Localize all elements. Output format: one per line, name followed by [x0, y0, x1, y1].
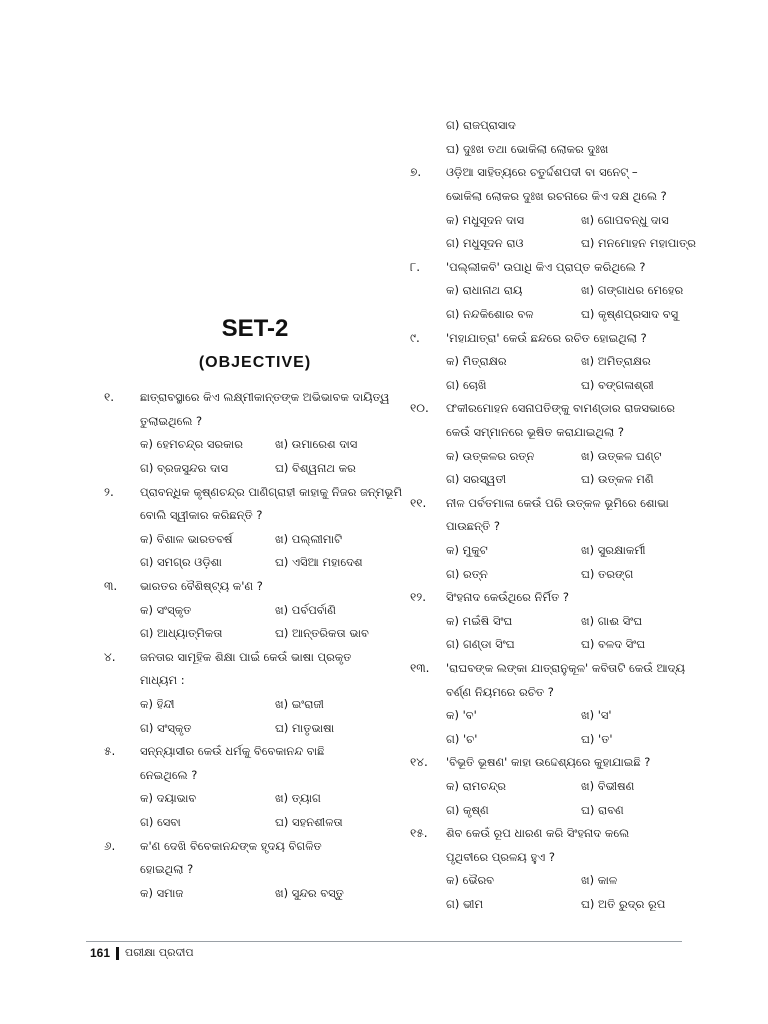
answer-option: ଖ) କାଳ [581, 873, 618, 888]
answer-option: ଗ) ସରସ୍ୱତୀ [446, 472, 507, 487]
answer-option: ଖ) ବିଭୀଷଣ [581, 778, 635, 793]
option-row [104, 811, 404, 835]
question-number: ୧. [104, 390, 115, 405]
option-row [410, 775, 700, 799]
answer-option: ଗ) କୃଷ୍ଣ [446, 802, 489, 817]
answer-option: ଗ) ରତ୍ନ [446, 566, 488, 581]
question-text: 'ରାଘବଙ୍କ ଲଙ୍କା ଯାତ୍ରାନୁକୂଳ' କବିତାଟି କେଉଁ ଆଦ୍ୟ [446, 660, 685, 675]
question-text: କ'ଣ ଦେଖି ବିବେକାନନ୍ଦଙ୍କ ହୃଦୟ ବିଗଳିତ [140, 838, 322, 853]
answer-option: ଖ) ଉତ୍କଳ ଘଣ୍ଟ [581, 448, 662, 463]
answer-option: ଗ) ବ୍ରଜସୁନ୍ଦର ଦାସ [140, 461, 229, 476]
question-number: ୭. [410, 165, 422, 180]
answer-option: କ) ମଇଁଷି ସିଂଘ [446, 613, 513, 628]
option-row [410, 798, 700, 822]
question-continuation-line [410, 421, 700, 445]
option-row [410, 562, 700, 586]
answer-option: କ) ହେମଚନ୍ଦ୍ର ସରକାର [140, 437, 243, 452]
left-question-column [104, 386, 404, 905]
option-row [410, 609, 700, 633]
question-number: ୧୧. [410, 495, 427, 510]
option-row [410, 232, 700, 256]
answer-option: ଘ) ମାତୃଭାଷା [275, 720, 335, 735]
answer-option: ଘ) 'ତ' [581, 731, 613, 746]
option-row [104, 787, 404, 811]
option-row [104, 551, 404, 575]
question-continuation-line [410, 515, 700, 539]
option-row [104, 433, 404, 457]
question-line [410, 657, 700, 681]
question-number: ୮. [410, 259, 421, 274]
question-continuation-line [410, 114, 700, 138]
question-line [410, 492, 700, 516]
answer-option: କ) ଉତ୍କଳର ରତ୍ନ [446, 448, 535, 463]
option-row [410, 704, 700, 728]
question-text: 'ବିଭୂତି ଭୂଷଣ' କାହା ଉଦ୍ଦେଶ୍ୟରେ କୁହାଯାଇଛି ? [446, 755, 651, 770]
answer-option: କ) ବିଶାଳ ଭାରତବର୍ଷ [140, 531, 233, 546]
answer-option: ଖ) ଅମିତ୍ରାକ୍ଷର [581, 354, 651, 369]
answer-option: ଘ) କୃଷ୍ଣପ୍ରସାଦ ବସୁ [581, 307, 679, 322]
option-row [410, 350, 700, 374]
option-row [104, 881, 404, 905]
answer-option: ଖ) ସୁରକ୍ଷାକର୍ମୀ [581, 542, 646, 557]
answer-option: ଗ) ନନ୍ଦକିଶୋର ବଳ [446, 307, 534, 322]
question-line [104, 386, 404, 410]
question-line [410, 822, 700, 846]
answer-option: ଗ) ମଧୁସୂଦନ ରାଓ [446, 236, 524, 251]
question-number: ୩. [104, 579, 118, 594]
page-number: 161 [90, 946, 111, 960]
question-line [410, 326, 700, 350]
question-text: 'ମହାଯାତ୍ରା' କେଉଁ ଛନ୍ଦରେ ରଚିତ ହୋଇଥିଲା ? [446, 330, 647, 345]
question-continuation-line [104, 764, 404, 788]
question-line [410, 397, 700, 421]
set-subtitle: (OBJECTIVE) [198, 354, 312, 371]
question-text: ହୋଇଥିଲା ? [140, 862, 194, 877]
option-row [104, 716, 404, 740]
question-text: ବର୍ଣ୍ଣ ନିୟମରେ ରଚିତ ? [446, 684, 554, 699]
question-continuation-line [410, 185, 700, 209]
question-text: ପ୍ରାବନ୍ଧିକ କୃଷ୍ଣଚନ୍ଦ୍ର ପାଣିଗ୍ରାହୀ କାହାକୁ ନିଜର ଜନ୍ମଭୂମି [140, 484, 403, 499]
question-continuation-line [104, 858, 404, 882]
answer-option: କ) ମଧୁସୂଦନ ଦାସ [446, 212, 525, 227]
question-line [104, 480, 404, 504]
right-question-column [410, 114, 700, 916]
question-text: ଫକୀରମୋହନ ସେନାପତିଙ୍କୁ ବାମଣ୍ଡାର ରାଜସଭାରେ [446, 401, 676, 416]
answer-option: ଖ) ଗାଈ ସିଂଘ [581, 613, 643, 628]
footer-divider [86, 941, 682, 942]
question-text: ମାଧ୍ୟମ : [140, 673, 185, 688]
question-text: ତୁଲାଇଥିଲେ ? [140, 413, 203, 428]
answer-option: ଗ) ଗଣ୍ଡା ସିଂଘ [446, 637, 515, 652]
book-title: ପରୀକ୍ଷା ପ୍ରଦୀପ [125, 946, 194, 959]
answer-option: ଖ) ପଲ୍ଲୀମାଟି [275, 531, 343, 546]
set-heading [100, 314, 410, 374]
answer-option: ଘ) ରାବଣ [581, 802, 624, 817]
answer-option: ଘ) ବିଶ୍ୱନାଥ କର [275, 461, 356, 476]
question-text: ଘ) ଦୁଃଖ ତଥା ଭୋକିଲା ଲୋକର ଦୁଃଖ [446, 141, 609, 156]
question-text: ଗ) ରାଜପ୍ରାସାଦ [446, 118, 516, 133]
question-number: ୨. [104, 484, 114, 499]
answer-option: ଘ) ଅତି ରୁଦ୍ର ରୂପ [581, 896, 666, 911]
answer-option: ଗ) ସଂସ୍କୃତ [140, 720, 192, 735]
question-number: ୧୫. [410, 826, 428, 841]
set-title: SET-2 [221, 315, 289, 342]
answer-option: କ) 'ବ' [446, 708, 477, 723]
option-row [410, 633, 700, 657]
option-row [410, 208, 700, 232]
question-continuation-line [104, 410, 404, 434]
question-number: ୧୨. [410, 590, 427, 605]
question-text: ବୋଲି ସ୍ୱୀକାର କରିଛନ୍ତି ? [140, 508, 263, 523]
question-text: ସନ୍ନ୍ୟାସୀର କେଉଁ ଧର୍ମକୁ ବିବେକାନନ୍ଦ ବାଛି [140, 744, 325, 759]
answer-option: କ) ମୁକୁଟ [446, 542, 488, 557]
option-row [410, 444, 700, 468]
question-continuation-line [410, 845, 700, 869]
question-text: ସିଂହନାଦ କେଉଁଥିରେ ନିର୍ମିତ ? [446, 590, 570, 605]
option-row [410, 279, 700, 303]
answer-option: ଘ) ଏସିଆ ମହାଦେଶ [275, 555, 363, 570]
question-line [410, 586, 700, 610]
answer-option: ଘ) ସହନଶୀଳତା [275, 814, 343, 829]
question-text: କେଉଁ ସମ୍ମାନରେ ଭୂଷିତ କରାଯାଇଥିଲା ? [446, 425, 624, 440]
option-row [104, 693, 404, 717]
answer-option: ଗ) ଚୋଖି [446, 377, 487, 392]
question-continuation-line [410, 680, 700, 704]
question-number: ୪. [104, 649, 116, 664]
answer-option: କ) ଭୈରବ [446, 873, 495, 888]
question-number: ୧୩. [410, 660, 430, 675]
answer-option: ଖ) ଗଙ୍ଗାଧର ମେହେର [581, 283, 684, 298]
answer-option: ଖ) ତ୍ୟାଗ [275, 791, 321, 806]
question-line [410, 161, 700, 185]
option-row [104, 457, 404, 481]
question-line [104, 740, 404, 764]
option-row [104, 622, 404, 646]
answer-option: କ) ହିନ୍ଦୀ [140, 697, 175, 712]
answer-option: ଘ) ଉତ୍କଳ ମଣି [581, 472, 654, 487]
answer-option: ଗ) ଆଧ୍ୟାତ୍ମିକତା [140, 626, 223, 641]
question-continuation-line [410, 138, 700, 162]
option-row [410, 869, 700, 893]
question-text: ଜନତାର ସାମୂହିକ ଶିକ୍ଷା ପାଇଁ କେଉଁ ଭାଷା ପ୍ରକୃତ [140, 649, 352, 664]
question-text: ଭାରତର ବୈଶିଷ୍ଟ୍ୟ କ'ଣ ? [140, 579, 263, 594]
option-row [104, 598, 404, 622]
answer-option: ଗ) 'ଚ' [446, 731, 478, 746]
answer-option: ଖ) ଇଂରାଜୀ [275, 697, 324, 712]
question-line [104, 834, 404, 858]
question-text: ନେଇଥିଲେ ? [140, 767, 198, 782]
answer-option: ଗ) ସମଗ୍ର ଓଡ଼ିଶା [140, 555, 222, 570]
question-text: ପୃଥିବୀରେ ପ୍ରଳୟ ହୁଏ ? [446, 849, 556, 864]
answer-option: ଘ) ତରଙ୍ଗ [581, 566, 634, 581]
question-text: ନୀଳ ପର୍ବତମାଳା କେଉଁ ପରି ଉତ୍କଳ ଭୂମିରେ ଶୋଭା [446, 495, 669, 510]
option-row [410, 539, 700, 563]
question-number: ୫. [104, 744, 116, 759]
answer-option: କ) ଦୟାଭାବ [140, 791, 197, 806]
option-row [410, 468, 700, 492]
question-number: ୯. [410, 330, 420, 345]
answer-option: କ) ସମାଜ [140, 885, 184, 900]
question-number: ୧୦. [410, 401, 429, 416]
answer-option: ଗ) ଭୀମ [446, 896, 484, 911]
answer-option: ଖ) ସୁନ୍ଦର ବସ୍ତୁ [275, 885, 344, 900]
question-number: ୧୪. [410, 755, 428, 770]
option-row [104, 528, 404, 552]
option-row [410, 303, 700, 327]
question-text: ଭୋକିଲା ଲୋକର ଦୁଃଖ ରଚନାରେ କିଏ ଦକ୍ଷ ଥିଲେ ? [446, 189, 667, 204]
option-row [410, 374, 700, 398]
answer-option: ଖ) ପର୍ବପର୍ବାଣି [275, 602, 336, 617]
question-line [104, 575, 404, 599]
question-line [410, 751, 700, 775]
question-text: ଓଡ଼ିଆ ସାହିତ୍ୟରେ ଚତୁର୍ଦ୍ଦଶପଦୀ ବା ସନେଟ୍ – [446, 165, 638, 180]
answer-option: କ) ମିତ୍ରାକ୍ଷର [446, 354, 507, 369]
answer-option: ଘ) ମନମୋହନ ମହାପାତ୍ର [581, 236, 696, 251]
question-text: 'ପଲ୍ଲୀକବି' ଉପାଧି କିଏ ପ୍ରାପ୍ତ କରିଥିଲେ ? [446, 259, 646, 274]
question-line [104, 646, 404, 670]
question-number: ୬. [104, 838, 116, 853]
question-continuation-line [104, 504, 404, 528]
answer-option: ଖ) ଉମାରେଶ ଦାସ [275, 437, 358, 452]
question-text: ପାଉଛନ୍ତି ? [446, 519, 500, 534]
question-continuation-line [104, 669, 404, 693]
answer-option: କ) ରାମଚନ୍ଦ୍ର [446, 778, 506, 793]
answer-option: ଗ) ସେବା [140, 814, 181, 829]
footer-separator [116, 947, 119, 960]
option-row [410, 727, 700, 751]
answer-option: କ) ସଂସ୍କୃତ [140, 602, 192, 617]
option-row [410, 893, 700, 917]
question-text: ଛାତ୍ରାବସ୍ଥାରେ କିଏ ଲକ୍ଷ୍ମୀକାନ୍ତଙ୍କ ଅଭିଭାବକ ଦାୟିତ୍ୱ [140, 390, 390, 405]
page-footer [90, 946, 194, 960]
answer-option: ଘ) ବଙ୍ଗଳାଶ୍ରୀ [581, 377, 654, 392]
answer-option: ଖ) 'ସ' [581, 708, 612, 723]
question-line [410, 256, 700, 280]
answer-option: ଘ) ବଳଦ ସିଂଘ [581, 637, 646, 652]
answer-option: ଘ) ଆନ୍ତରିକତା ଭାବ [275, 626, 369, 641]
answer-option: ଖ) ଗୋପବନ୍ଧୁ ଦାସ [581, 212, 669, 227]
question-text: ଶିବ କେଉଁ ରୂପ ଧାରଣ କରି ସିଂହନାଦ କଲେ [446, 826, 630, 841]
answer-option: କ) ରାଧାନାଥ ରାୟ [446, 283, 523, 298]
